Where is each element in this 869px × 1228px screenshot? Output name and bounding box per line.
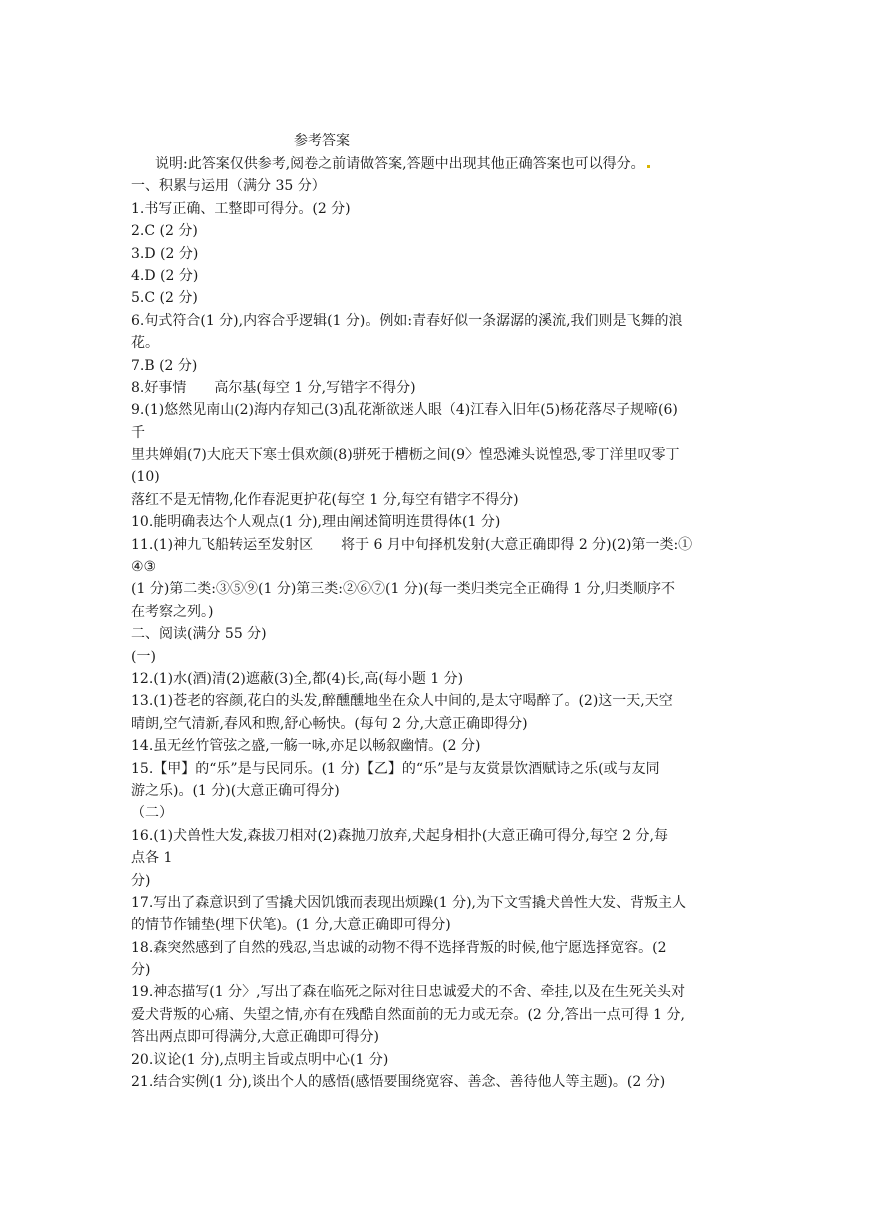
answer-line: 千 (131, 424, 145, 441)
subsection-heading: （二） (131, 805, 173, 822)
highlight-mark (647, 165, 650, 168)
answer-line: 12.(1)水(酒)清(2)遮蔽(3)全,都(4)长,高(每小题 1 分) (131, 670, 464, 687)
answer-line: 7.B (2 分) (131, 357, 198, 374)
answer-line: 花。 (131, 335, 159, 352)
answer-line: 落红不是无情物,化作春泥更护花(每空 1 分,每空有错字不得分) (131, 491, 519, 508)
answer-line: 1.书写正确、工整即可得分。(2 分) (131, 200, 351, 217)
answer-text-body (131, 153, 751, 1093)
answer-line: 17.写出了森意识到了雪撬犬因饥饿而表现出烦躁(1 分),为下文雪撬犬兽性大发、背叛主人 (131, 894, 686, 911)
answer-line: 在考察之列。) (131, 603, 214, 620)
section-heading: 二、阅读(满分 55 分) (131, 626, 267, 643)
answer-line: 2.C (2 分) (131, 223, 198, 240)
answer-line: 的情节作铺垫(埋下伏笔)。(1 分,大意正确即可得分) (131, 917, 451, 934)
answer-line: 8.好事情 高尔基(每空 1 分,写错字不得分) (131, 379, 416, 396)
answer-line: 6.句式符合(1 分),内容合乎逻辑(1 分)。例如:青春好似一条潺潺的溪流,我们则是飞舞的浪 (131, 312, 683, 329)
answer-line: 3.D (2 分) (131, 245, 199, 262)
answer-line: 爱犬背叛的心痛、失望之情,亦有在残酷自然面前的无力或无奈。(2 分,答出一点可得 1 分, (131, 1006, 685, 1023)
answer-line: 晴朗,空气清新,春风和煦,舒心畅快。(每句 2 分,大意正确即得分) (131, 715, 528, 732)
answer-line: 21.结合实例(1 分),谈出个人的感悟(感悟要围绕宽容、善念、善待他人等主题)。(2 分) (131, 1074, 666, 1091)
answer-line: 15.【甲】的“乐”是与民同乐。(1 分)【乙】的“乐”是与友赏景饮酒赋诗之乐(或与友同 (131, 760, 660, 777)
answer-line: 游之乐)。(1 分)(大意正确可得分) (131, 782, 340, 799)
answer-line: 4.D (2 分) (131, 267, 199, 284)
answer-line: 点各 1 (131, 850, 173, 867)
page-title: 参考答案 (294, 133, 350, 149)
answer-line: 14.虽无丝竹管弦之盛,一觞一咏,亦足以畅叙幽情。(2 分) (131, 738, 481, 755)
answer-line: 里共婵娟(7)大庇天下寒士俱欢颜(8)骈死于槽枥之间(9〉惶恐滩头说惶恐,零丁洋里叹零丁 (131, 447, 680, 464)
answer-line: 16.(1)犬兽性大发,森拔刀相对(2)森抛刀放弃,犬起身相扑(大意正确可得分,每空 2 分,每 (131, 827, 668, 844)
answer-line: 11.(1)神九飞船转运至发射区 将于 6 月中旬择机发射(大意正确即得 2 分)(2)第一类:① (131, 536, 693, 553)
answer-line: 9.(1)悠然见南山(2)海内存知己(3)乱花渐欲迷人眼（4)江春入旧年(5)杨花落尽子规啼(6) (131, 402, 678, 419)
answer-line: 19.神态描写(1 分〉,写出了森在临死之际对往日忠诚爱犬的不舍、牵挂,以及在生死关头对 (131, 984, 685, 1001)
answer-line: 分) (131, 962, 151, 979)
answer-line: 5.C (2 分) (131, 290, 198, 307)
note-line (131, 153, 751, 175)
answer-line: (1 分)第二类:③⑤⑨(1 分)第三类:②⑥⑦(1 分)(每一类归类完全正确得 1 分,归类顺序不 (131, 581, 675, 598)
note-text: 说明:此答案仅供参考,阅卷之前请做答案,答题中出现其他正确答案也可以得分。 (155, 156, 645, 172)
answer-line: 13.(1)苍老的容颜,花白的头发,醉醺醺地坐在众人中间的,是太守喝醉了。(2)这一天,天空 (131, 693, 673, 710)
subsection-heading: (一) (131, 648, 156, 665)
answer-line: 答出两点即可得满分,大意正确即可得分) (131, 1029, 379, 1046)
answer-line: 10.能明确表达个人观点(1 分),理由阐述简明连贯得体(1 分) (131, 514, 501, 531)
answer-line: 20.议论(1 分),点明主旨或点明中心(1 分) (131, 1051, 389, 1068)
answer-line: 分) (131, 872, 151, 889)
answer-line: ④③ (131, 559, 157, 576)
section-heading: 一、积累与运用（满分 35 分） (131, 178, 326, 195)
answer-line: (10) (131, 469, 160, 486)
answer-line: 18.森突然感到了自然的残忍,当忠诚的动物不得不选择背叛的时候,他宁愿选择宽容。(2 (131, 939, 667, 956)
